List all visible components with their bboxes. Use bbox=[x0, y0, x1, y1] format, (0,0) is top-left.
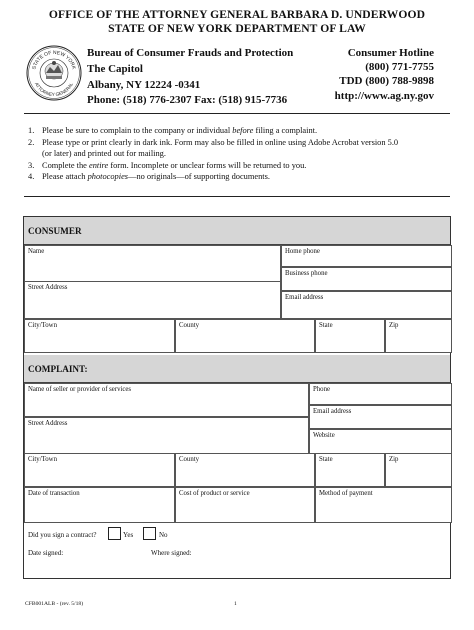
seller-website-field[interactable]: Website bbox=[309, 429, 452, 455]
contract-yes-label: Yes bbox=[123, 531, 134, 539]
complaint-section-header: COMPLAINT: bbox=[24, 355, 450, 383]
contract-no-label: No bbox=[159, 531, 168, 539]
instruction-item: (or later) and printed out for mailing. bbox=[42, 149, 166, 158]
instructions-list bbox=[28, 125, 448, 183]
hotline-label: Consumer Hotline bbox=[347, 47, 434, 59]
hotline-website-link[interactable]: http://www.ag.ny.gov bbox=[334, 89, 434, 102]
hotline-block bbox=[335, 46, 434, 103]
seller-name-field[interactable]: Name of seller or provider of services bbox=[24, 383, 309, 417]
transaction-date-field[interactable]: Date of transaction bbox=[24, 487, 175, 523]
form-code: CFB001ALB - (rev. 5/18) bbox=[25, 601, 84, 607]
contract-yes-checkbox[interactable] bbox=[108, 527, 121, 540]
consumer-street-field[interactable]: Street Address bbox=[24, 281, 281, 319]
consumer-county-field[interactable]: County bbox=[175, 319, 315, 353]
bureau-address-block bbox=[87, 46, 293, 109]
seller-zip-field[interactable]: Zip bbox=[385, 453, 452, 487]
contract-question-label: Did you sign a contract? bbox=[28, 531, 97, 539]
consumer-home-phone-field[interactable]: Home phone bbox=[281, 245, 452, 267]
instruction-item: 3. Complete the entire form. Incomplete or unclear forms will be returned to you. bbox=[28, 160, 307, 170]
header-divider bbox=[24, 113, 450, 114]
seller-phone-field[interactable]: Phone bbox=[309, 383, 452, 405]
instruction-item: 1. Please be sure to complain to the company or individual before filing a complaint. bbox=[28, 126, 318, 135]
page-number: 1 bbox=[234, 601, 237, 607]
bureau-phone-fax: Phone: (518) 776-2307 Fax: (518) 915-7736 bbox=[87, 94, 288, 107]
consumer-zip-field[interactable]: Zip bbox=[385, 319, 452, 353]
where-signed-label: Where signed: bbox=[151, 549, 192, 557]
svg-text:STATE OF NEW YORK: STATE OF NEW YORK bbox=[31, 49, 77, 71]
contract-no-checkbox[interactable] bbox=[143, 527, 156, 540]
office-title: OFFICE OF THE ATTORNEY GENERAL BARBARA D. UNDERWOOD bbox=[48, 8, 426, 21]
complaint-form bbox=[23, 216, 451, 579]
consumer-name-field[interactable]: Name bbox=[24, 245, 281, 285]
instruction-item: 2. Please type or print clearly in dark ink. Form may also be filled in online using Adobe Acrobat version 5.0 bbox=[28, 137, 399, 147]
department-title: STATE OF NEW YORK DEPARTMENT OF LAW bbox=[108, 22, 366, 35]
instructions-divider bbox=[24, 196, 450, 197]
bureau-building: The Capitol bbox=[87, 62, 143, 75]
seller-street-field[interactable]: Street Address bbox=[24, 417, 309, 455]
payment-method-field[interactable]: Method of payment bbox=[315, 487, 452, 523]
hotline-tdd: TDD (800) 788-9898 bbox=[339, 75, 434, 88]
seller-email-field[interactable]: Email address bbox=[309, 405, 452, 429]
date-signed-label: Date signed: bbox=[28, 549, 64, 557]
consumer-state-field[interactable]: State bbox=[315, 319, 385, 353]
bureau-name: Bureau of Consumer Frauds and Protection bbox=[87, 47, 294, 59]
consumer-email-field[interactable]: Email address bbox=[281, 291, 452, 319]
seller-county-field[interactable]: County bbox=[175, 453, 315, 487]
bureau-city: Albany, NY 12224 -0341 bbox=[87, 78, 201, 91]
cost-field[interactable]: Cost of product or service bbox=[175, 487, 315, 523]
seller-state-field[interactable]: State bbox=[315, 453, 385, 487]
hotline-number: (800) 771-7755 bbox=[365, 61, 434, 74]
svg-text:ATTORNEY GENERAL: ATTORNEY GENERAL bbox=[33, 81, 75, 98]
seller-city-field[interactable]: City/Town bbox=[24, 453, 175, 487]
consumer-business-phone-field[interactable]: Business phone bbox=[281, 267, 452, 291]
consumer-section-header: CONSUMER bbox=[24, 217, 450, 245]
instruction-item: 4. Please attach photocopies—no originals—of supporting documents. bbox=[28, 172, 270, 181]
consumer-city-field[interactable]: City/Town bbox=[24, 319, 175, 353]
attorney-general-seal-icon bbox=[26, 45, 82, 101]
